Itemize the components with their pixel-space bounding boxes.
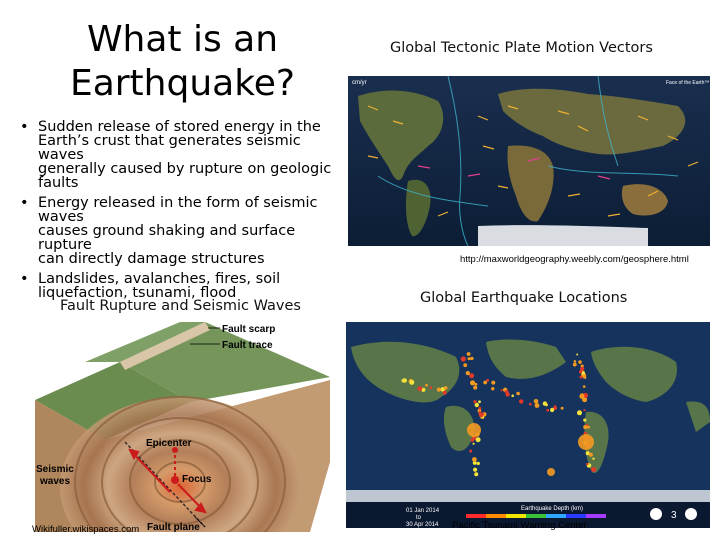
quake-marker-large [547,468,555,476]
nws-logo [685,508,697,520]
quake-marker [578,360,582,364]
fault-diagram [30,322,330,532]
quake-marker [473,468,477,472]
quake-marker [461,356,466,361]
depth-legend-bar [466,514,606,518]
bullet-line: generally caused by rupture on geologic [38,161,332,177]
quake-date-to: 30 Apr 2014 [406,522,439,528]
quake-credit: Pacific Tsunami Warning Center [452,520,587,531]
quake-marker [469,450,472,453]
quake-marker [591,467,596,472]
quake-marker [479,413,484,418]
quake-marker [463,363,467,367]
quake-marker [466,371,470,375]
bullet-line: causes ground shaking and surface rupture [38,223,296,253]
quake-marker [586,463,588,465]
label-seismic-1: Seismic [36,464,74,475]
slide-title [60,18,305,106]
bullet-line: Landslides, avalanches, fires, soil [38,271,281,287]
label-focus: Focus [182,474,212,485]
quake-marker [580,376,583,379]
quake-marker [443,391,447,395]
label-fault-trace: Fault trace [222,340,273,351]
quake-marker [473,400,476,403]
quake-marker [467,352,471,356]
quake-date-from: 01 Jan 2014 [406,508,440,514]
quake-marker [425,384,428,387]
label-fault-plane: Fault plane [147,522,200,532]
quake-marker [579,394,584,399]
bullet-glyph: • [20,271,29,287]
bullet-line: liquefaction, tsunami, flood [38,285,237,301]
quake-marker [519,399,523,403]
bullet-line: Energy released in the form of seismic waves [38,195,318,225]
fault-caption: Fault Rupture and Seismic Waves [60,298,301,314]
quake-marker [574,360,577,363]
quake-marker [476,437,481,442]
quake-marker [592,458,594,460]
quake-caption: Global Earthquake Locations [420,290,628,306]
bullet-line: Earth’s crust that generates seismic waves [38,133,301,163]
quake-marker [417,386,422,391]
quake-marker [470,357,473,360]
quake-marker [478,400,481,403]
title-line-2: Earthquake? [69,63,296,104]
bullet-line: can directly damage structures [38,251,265,267]
page-number: 3 [671,510,677,521]
quake-marker [550,408,554,412]
quake-marker [478,407,481,410]
quake-marker [583,385,586,388]
quake-marker [444,386,448,390]
quake-marker [589,453,593,457]
label-fault-scarp: Fault scarp [222,324,276,335]
tectonic-map [348,76,710,246]
quake-marker [475,403,479,407]
bullet-glyph: • [20,119,29,135]
quake-marker [474,472,478,476]
quake-marker [437,388,441,392]
quake-marker [536,405,538,407]
title-line-1: What is an [86,19,279,60]
quake-marker [543,401,547,405]
map-label-left: cm/yr [352,80,367,86]
quake-marker-large [578,434,594,450]
label-seismic-2: waves [40,476,71,487]
quake-marker [477,462,480,465]
quake-marker [583,419,586,422]
tectonic-caption: Global Tectonic Plate Motion Vectors [390,40,653,56]
quake-marker [576,354,578,356]
quake-marker [491,387,494,390]
bullet-item [20,196,350,266]
quake-marker [534,399,539,404]
quake-marker [529,403,532,406]
quake-marker [473,443,475,445]
quake-marker [491,381,495,385]
quake-marker [469,373,474,378]
quake-marker [409,380,414,385]
quake-marker [579,370,582,373]
quake-marker [511,395,514,398]
earthquake-map [346,322,710,528]
bullet-item [20,120,350,190]
quake-legend-title: Earthquake Depth (km) [521,506,584,512]
quake-marker [516,392,520,396]
quake-marker [587,426,590,429]
noaa-logo [650,508,662,520]
quake-marker [561,407,564,410]
bullet-item [20,272,350,300]
tectonic-credit: http://maxworldgeography.weebly.com/geosphere.html [460,254,689,265]
quake-marker [475,383,478,386]
quake-marker [486,379,489,382]
quake-marker [583,409,585,411]
quake-marker [470,380,475,385]
quake-marker [583,425,587,429]
bullet-line: faults [38,175,79,191]
quake-marker [546,409,549,412]
quake-marker [429,386,432,389]
quake-marker [505,390,509,394]
quake-marker [472,457,477,462]
quake-date-to-prefix: to [416,515,422,521]
quake-marker [583,376,586,379]
quake-marker-large [467,423,481,437]
quake-marker [501,389,503,391]
bullet-list [20,120,350,306]
bullet-glyph: • [20,195,29,211]
quake-marker [573,363,577,367]
bullet-line: Sudden release of stored energy in the [38,119,321,135]
quake-marker [402,378,407,383]
quake-marker [577,410,582,415]
fault-credit: Wikifuller.wikispaces.com [32,524,140,535]
label-epicenter: Epicenter [146,438,192,449]
map-label-right: Face of the Earth™ [666,80,710,86]
quake-marker [473,386,477,390]
